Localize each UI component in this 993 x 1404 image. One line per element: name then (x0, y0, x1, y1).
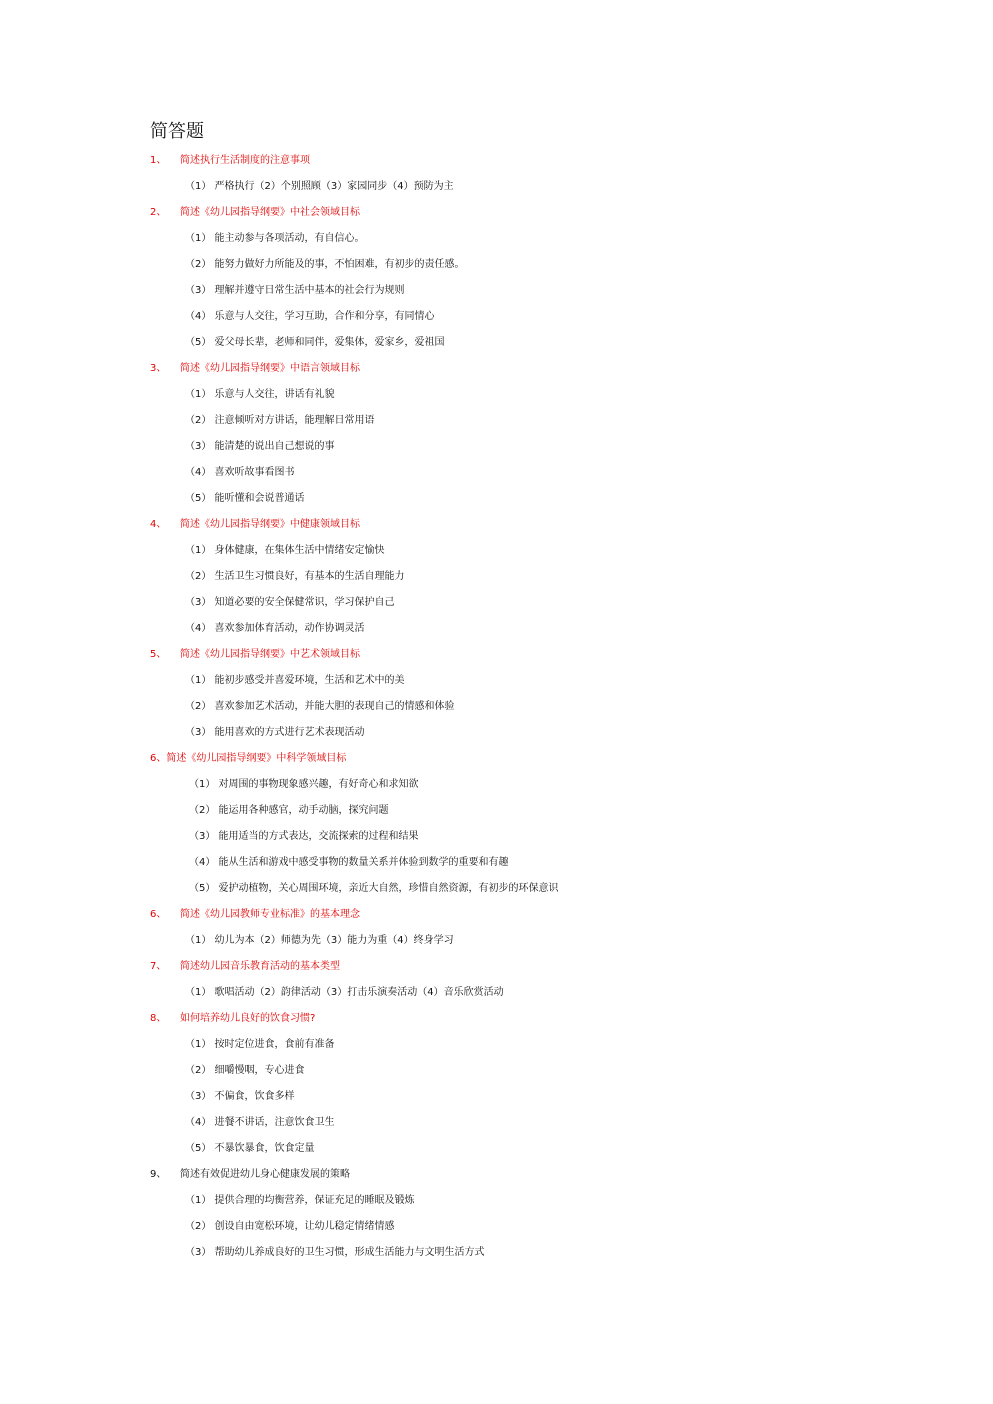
question-number: 2、 (150, 207, 167, 218)
answer-item: （4） 进餐不讲话，注意饮食卫生 (185, 1117, 335, 1128)
question-text: 简述幼儿园音乐教育活动的基本类型 (180, 961, 340, 972)
page-title: 简答题 (150, 121, 204, 142)
question-heading (0, 1162, 993, 1188)
answer-item: （4） 乐意与人交往，学习互助，合作和分享，有同情心 (185, 311, 435, 322)
answer-item: （3） 能用喜欢的方式进行艺术表现活动 (185, 727, 365, 738)
answer-item: （1） 身体健康，在集体生活中情绪安定愉快 (185, 545, 385, 556)
answer-item: （1） 乐意与人交往，讲话有礼貌 (185, 389, 335, 400)
question-number: 6、 (150, 909, 167, 920)
answer-item: （2） 能运用各种感官，动手动脑，探究问题 (189, 805, 389, 816)
answer-item: （1） 严格执行（2）个别照顾（3）家园同步（4）预防为主 (185, 181, 454, 192)
question-heading (0, 902, 993, 928)
answer-item: （1） 能主动参与各项活动，有自信心。 (185, 233, 365, 244)
question-text: 简述《幼儿园指导纲要》中健康领域目标 (180, 519, 360, 530)
question-text: 简述执行生活制度的注意事项 (180, 155, 310, 166)
answer-item: （3） 不偏食，饮食多样 (185, 1091, 295, 1102)
answer-item: （1） 对周围的事物现象感兴趣，有好奇心和求知欲 (189, 779, 419, 790)
answer-item: （5） 能听懂和会说普通话 (185, 493, 305, 504)
question-heading (0, 356, 993, 382)
answer-item: （5） 不暴饮暴食，饮食定量 (185, 1143, 315, 1154)
answer-item: （2） 注意倾听对方讲话，能理解日常用语 (185, 415, 375, 426)
question-number: 8、 (150, 1013, 167, 1024)
answer-item: （1） 歌唱活动（2）韵律活动（3）打击乐演奏活动（4）音乐欣赏活动 (185, 987, 504, 998)
answer-item: （1） 能初步感受并喜爱环境，生活和艺术中的美 (185, 675, 405, 686)
answer-item: （2） 生活卫生习惯良好，有基本的生活自理能力 (185, 571, 405, 582)
question-heading (0, 1006, 993, 1032)
answer-item: （4） 能从生活和游戏中感受事物的数量关系并体验到数学的重要和有趣 (189, 857, 509, 868)
question-list (0, 148, 993, 1266)
answer-item: （4） 喜欢听故事看图书 (185, 467, 295, 478)
question-number: 7、 (150, 961, 167, 972)
answer-item: （3） 知道必要的安全保健常识，学习保护自己 (185, 597, 395, 608)
question-number: 3、 (150, 363, 167, 374)
answer-item: （4） 喜欢参加体育活动，动作协调灵活 (185, 623, 365, 634)
question-number: 1、 (150, 155, 167, 166)
question-text: 如何培养幼儿良好的饮食习惯? (180, 1013, 316, 1024)
question-heading (0, 954, 993, 980)
question-text: 简述《幼儿园指导纲要》中科学领域目标 (166, 753, 347, 764)
question-text: 简述有效促进幼儿身心健康发展的策略 (180, 1169, 350, 1180)
answer-item: （1） 提供合理的均衡营养，保证充足的睡眠及锻炼 (185, 1195, 415, 1206)
answer-item: （5） 爱父母长辈，老师和同伴，爱集体，爱家乡，爱祖国 (185, 337, 445, 348)
answer-item: （2） 能努力做好力所能及的事，不怕困难，有初步的责任感。 (185, 259, 465, 270)
answer-item: （1） 幼儿为本（2）师德为先（3）能力为重（4）终身学习 (185, 935, 454, 946)
question-text: 简述《幼儿园教师专业标准》的基本理念 (180, 909, 360, 920)
answer-item: （3） 帮助幼儿养成良好的卫生习惯，形成生活能力与文明生活方式 (185, 1247, 485, 1258)
answer-item: （3） 理解并遵守日常生活中基本的社会行为规则 (185, 285, 405, 296)
answer-item: （2） 细嚼慢咽，专心进食 (185, 1065, 305, 1076)
question-number: 9、 (150, 1169, 167, 1180)
answer-item: （3） 能用适当的方式表达，交流探索的过程和结果 (189, 831, 419, 842)
answer-item: （2） 创设自由宽松环境，让幼儿稳定情绪情感 (185, 1221, 395, 1232)
question-text: 简述《幼儿园指导纲要》中艺术领域目标 (180, 649, 360, 660)
question-number: 4、 (150, 519, 167, 530)
answer-item: （3） 能清楚的说出自己想说的事 (185, 441, 335, 452)
question-heading (0, 746, 993, 772)
answer-item: （2） 喜欢参加艺术活动，并能大胆的表现自己的情感和体验 (185, 701, 455, 712)
question-text: 简述《幼儿园指导纲要》中社会领域目标 (180, 207, 360, 218)
question-heading (0, 148, 993, 174)
question-number: 5、 (150, 649, 167, 660)
question-text: 简述《幼儿园指导纲要》中语言领域目标 (180, 363, 360, 374)
answer-item: （5） 爱护动植物，关心周围环境，亲近大自然，珍惜自然资源，有初步的环保意识 (189, 883, 559, 894)
question-heading (0, 512, 993, 538)
answer-item: （1） 按时定位进食，食前有准备 (185, 1039, 335, 1050)
question-number: 6、 (150, 753, 167, 764)
question-heading (0, 200, 993, 226)
question-heading (0, 642, 993, 668)
